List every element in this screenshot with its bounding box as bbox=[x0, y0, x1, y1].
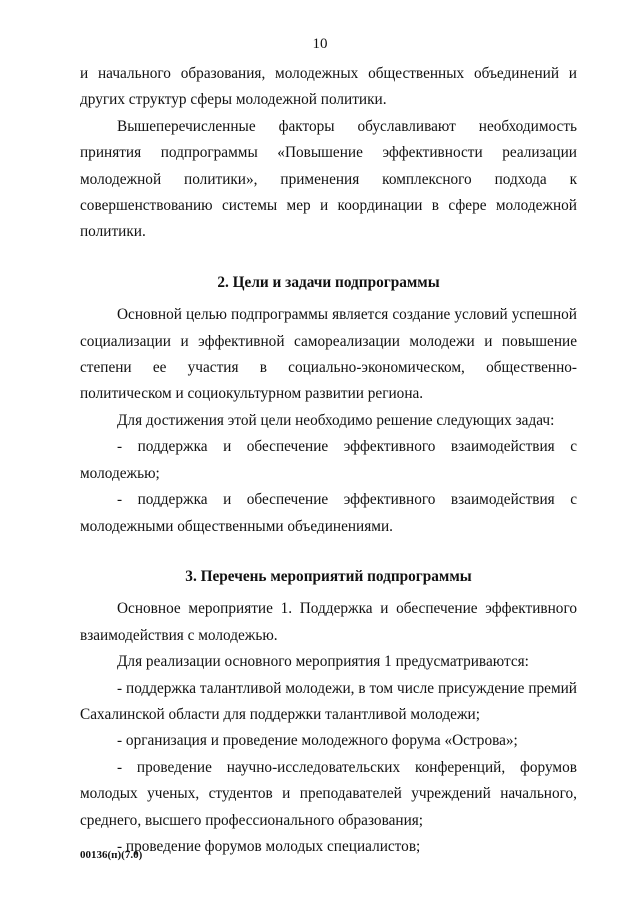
measure-item-talented-youth: - поддержка талантливой молодежи, в том числе присуждение премий Сахалинской области для поддержки талантливой молодежи; bbox=[80, 679, 577, 723]
task-item-youth: - поддержка и обеспечение эффективного взаимодействия с молодежью; bbox=[80, 438, 577, 482]
paragraph-factors: Вышеперечисленные факторы обуславливают необходимость принятия подпрограммы «Повышение эффективности реализации молодежной политики», применения комплексного подхода к совершенствованию системы мер и координации в сфере молодежной политики. bbox=[80, 117, 577, 241]
measure-item-forum: - организация и проведение молодежного форума «Острова»; bbox=[117, 732, 518, 750]
page-number: 10 bbox=[312, 36, 328, 52]
section-heading-goals: 2. Цели и задачи подпрограммы bbox=[217, 273, 440, 291]
paragraph-main-goal: Основной целью подпрограммы является создание условий успешной социализации и эффективной самореализации молодежи и повышение степени ее участия в социально-экономическом, общественно-политическом и социокультурном развитии региона. bbox=[80, 306, 577, 403]
document-body bbox=[80, 61, 577, 860]
paragraph-tasks-intro: Для достижения этой цели необходимо решение следующих задач: bbox=[117, 411, 555, 429]
task-item-associations: - поддержка и обеспечение эффективного взаимодействия с молодежными общественными объединениями. bbox=[80, 491, 577, 535]
measure-item-conferences: - проведение научно-исследовательских конференций, форумов молодых ученых, студентов и преподавателей учреждений начального, среднего, высшего профессионального образования; bbox=[80, 758, 577, 829]
measure-item-specialists: - проведение форумов молодых специалистов; bbox=[117, 837, 421, 855]
paragraph-intro-continuation: и начального образования, молодежных общественных объединений и других структур сферы молодежной политики. bbox=[80, 65, 577, 109]
document-code: 00136(п)(7.0) bbox=[80, 849, 143, 861]
paragraph-main-measure: Основное мероприятие 1. Поддержка и обеспечение эффективного взаимодействия с молодежью. bbox=[80, 600, 577, 644]
section-heading-measures: 3. Перечень мероприятий подпрограммы bbox=[185, 567, 472, 585]
paragraph-measure-intro: Для реализации основного мероприятия 1 предусматриваются: bbox=[117, 653, 529, 671]
